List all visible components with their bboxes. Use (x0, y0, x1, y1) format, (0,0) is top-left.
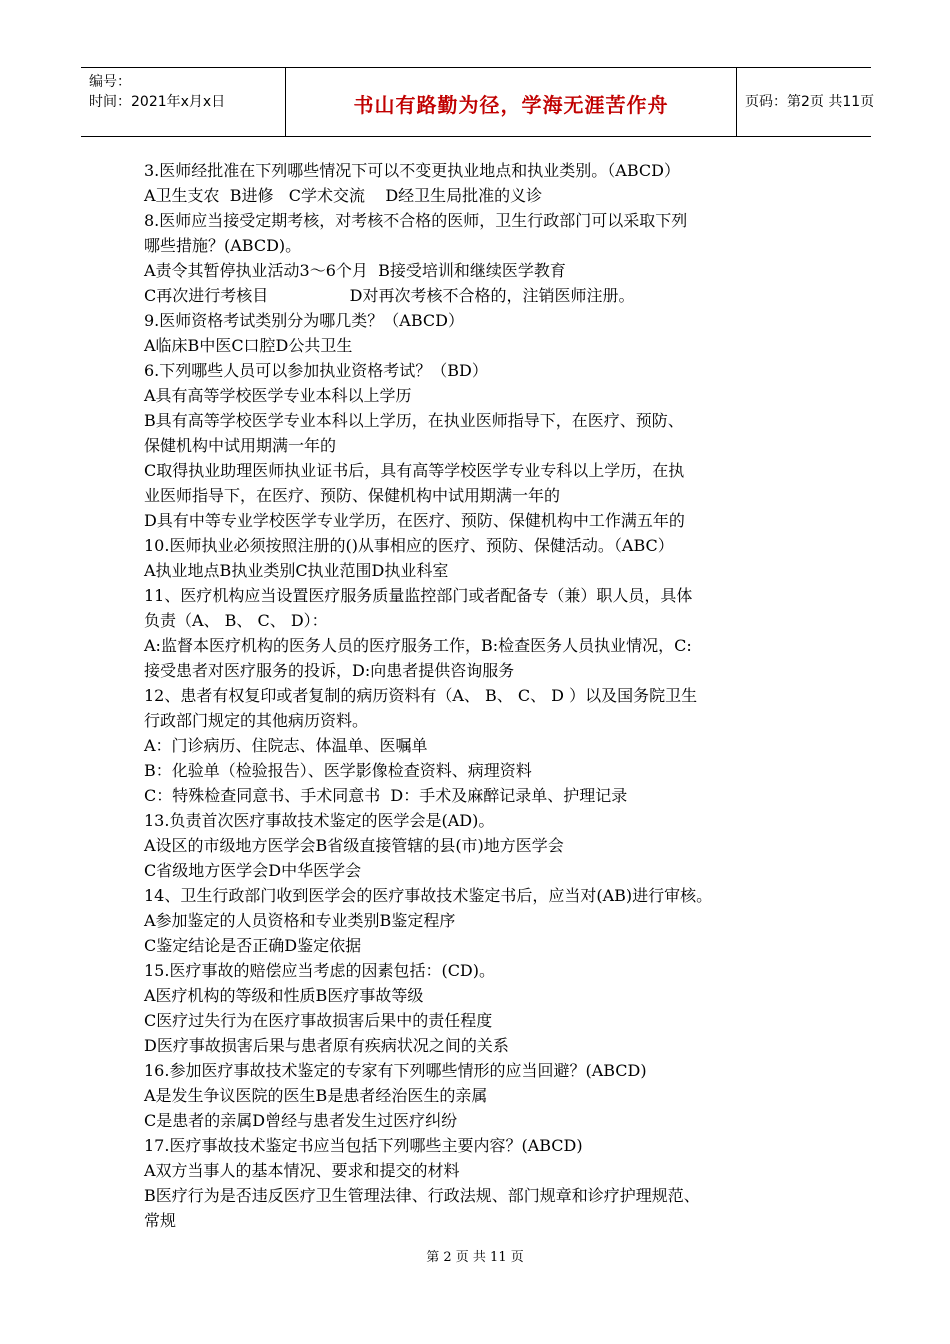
text-line: 15.医疗事故的赔偿应当考虑的因素包括：(CD)。 (144, 961, 496, 980)
header-page-label: 页码：第2页 共11页 (745, 94, 875, 110)
text-line: C鉴定结论是否正确D鉴定依据 (144, 936, 362, 955)
text-line: 接受患者对医疗服务的投诉，D:向患者提供咨询服务 (144, 661, 515, 680)
text-line: D医疗事故损害后果与患者原有疾病状况之间的关系 (144, 1036, 509, 1055)
text-line: 常规 (144, 1211, 177, 1230)
text-line: B医疗行为是否违反医疗卫生管理法律、行政法规、部门规章和诊疗护理规范、 (144, 1186, 700, 1205)
document-body (144, 158, 824, 1233)
text-line: 16.参加医疗事故技术鉴定的专家有下列哪些情形的应当回避？(ABCD) (144, 1061, 647, 1080)
text-line: 业医师指导下，在医疗、预防、保健机构中试用期满一年的 (144, 486, 561, 505)
document-date-label: 时间：2021年x月x日 (89, 94, 226, 110)
text-line: C取得执业助理医师执业证书后，具有高等学校医学专业专科以上学历，在执 (144, 461, 685, 480)
text-line: 8.医师应当接受定期考核，对考核不合格的医师，卫生行政部门可以采取下列 (144, 211, 688, 230)
text-line: B具有高等学校医学专业本科以上学历，在执业医师指导下，在医疗、预防、 (144, 411, 684, 430)
text-line: A责令其暂停执业活动3～6个月 B接受培训和继续医学教育 (144, 261, 566, 280)
text-line: C再次进行考核目 D对再次考核不合格的，注销医师注册。 (144, 286, 635, 305)
text-line: 10.医师执业必须按照注册的()从事相应的医疗、预防、保健活动。（ABC） (144, 536, 674, 555)
page-footer: 第 2 页 共 11 页 (426, 1250, 524, 1265)
text-line: 13.负责首次医疗事故技术鉴定的医学会是(AD)。 (144, 811, 495, 830)
header-motto: 书山有路勤为径，学海无涯苦作舟 (353, 93, 669, 117)
text-line: A是发生争议医院的医生B是患者经治医生的亲属 (144, 1086, 488, 1105)
text-line: 12、患者有权复印或者复制的病历资料有（A、 B、 C、 D ）以及国务院卫生 (144, 686, 698, 705)
text-line: A具有高等学校医学专业本科以上学历 (144, 386, 412, 405)
header-right-cell (737, 68, 875, 136)
text-line: 6.下列哪些人员可以参加执业资格考试？（BD） (144, 361, 488, 380)
text-line: C省级地方医学会D中华医学会 (144, 861, 362, 880)
text-line: 17.医疗事故技术鉴定书应当包括下列哪些主要内容？(ABCD) (144, 1136, 583, 1155)
text-line: A参加鉴定的人员资格和专业类别B鉴定程序 (144, 911, 456, 930)
text-line: A设区的市级地方医学会B省级直接管辖的县(市)地方医学会 (144, 836, 564, 855)
header-left-cell (81, 68, 285, 136)
text-line: A执业地点B执业类别C执业范围D执业科室 (144, 561, 449, 580)
text-line: 9.医师资格考试类别分为哪几类？（ABCD） (144, 311, 464, 330)
document-number-label: 编号： (89, 74, 131, 90)
text-line: A:监督本医疗机构的医务人员的医疗服务工作，B:检查医务人员执业情况，C: (144, 636, 692, 655)
text-line: 3.医师经批准在下列哪些情况下可以不变更执业地点和执业类别。（ABCD） (144, 161, 680, 180)
text-line: 保健机构中试用期满一年的 (144, 436, 337, 455)
header-middle-cell (285, 68, 737, 136)
text-line: C是患者的亲属D曾经与患者发生过医疗纠纷 (144, 1111, 458, 1130)
text-line: C：特殊检查同意书、手术同意书 D：手术及麻醉记录单、护理记录 (144, 786, 628, 805)
text-line: 11、医疗机构应当设置医疗服务质量监控部门或者配备专（兼）职人员，具体 (144, 586, 693, 605)
text-line: 行政部门规定的其他病历资料。 (144, 711, 369, 730)
text-line: A医疗机构的等级和性质B医疗事故等级 (144, 986, 424, 1005)
text-line: A：门诊病历、住院志、体温单、医嘱单 (144, 736, 428, 755)
page-header (81, 67, 875, 137)
text-line: 负责（A、 B、 C、 D）： (144, 611, 328, 630)
text-line: A双方当事人的基本情况、要求和提交的材料 (144, 1161, 460, 1180)
text-line: 哪些措施？(ABCD)。 (144, 236, 302, 255)
text-line: C医疗过失行为在医疗事故损害后果中的责任程度 (144, 1011, 493, 1030)
text-line: A卫生支农 B进修 C学术交流 D经卫生局批准的义诊 (144, 186, 543, 205)
text-line: D具有中等专业学校医学专业学历，在医疗、预防、保健机构中工作满五年的 (144, 511, 685, 530)
text-line: B：化验单（检验报告）、医学影像检查资料、病理资料 (144, 761, 532, 780)
text-line: A临床B中医C口腔D公共卫生 (144, 336, 353, 355)
text-line: 14、卫生行政部门收到医学会的医疗事故技术鉴定书后，应当对(AB)进行审核。 (144, 886, 713, 905)
